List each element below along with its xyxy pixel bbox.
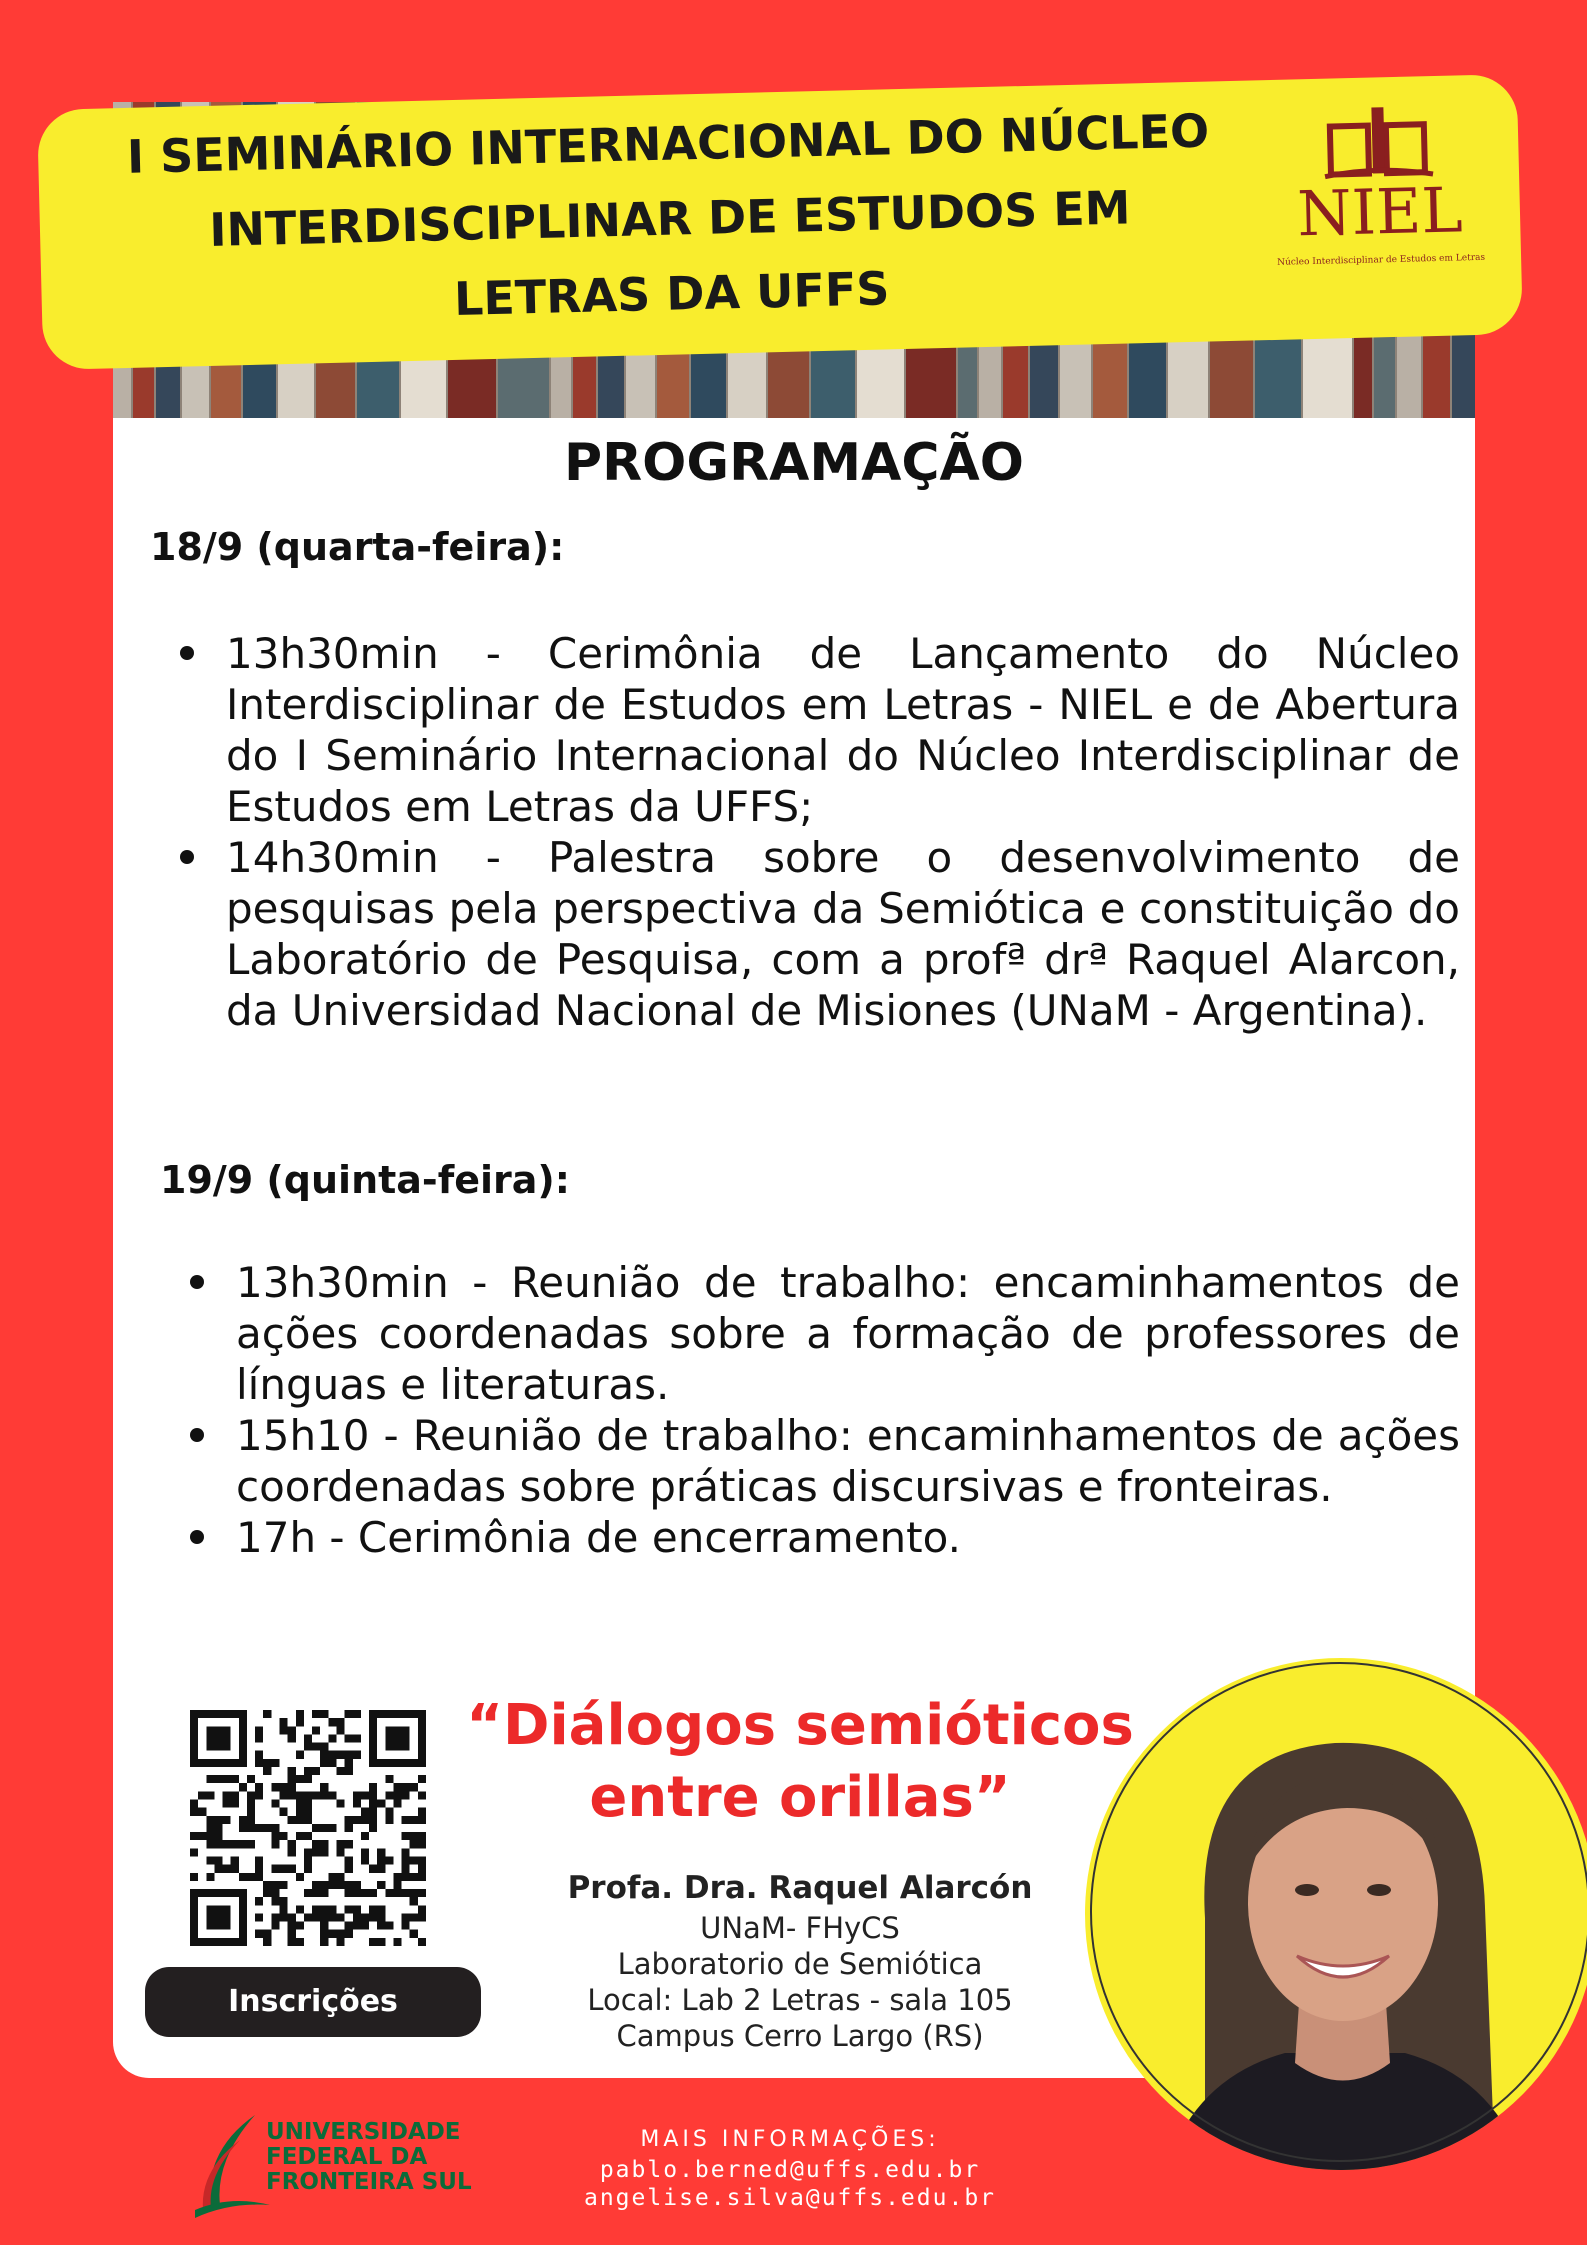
uffs-leaf-icon — [185, 2110, 275, 2220]
bullet-icon — [180, 646, 194, 660]
more-info-label: MAIS INFORMAÇÕES: — [640, 2127, 940, 2152]
talk-title — [440, 1690, 1160, 1834]
program-title: PROGRAMAÇÃO — [564, 433, 1024, 493]
qr-code-icon[interactable] — [190, 1710, 426, 1946]
list-item-text: 17h - Cerimônia de encerramento. — [236, 1513, 961, 1562]
registration-button[interactable]: Inscrições — [145, 1967, 481, 2037]
list-item-text: 13h30min - Reunião de trabalho: encaminhamentos de ações coordenadas sobre a formação de professores de línguas e literaturas. — [236, 1258, 1460, 1409]
title-line-2: INTERDISCIPLINAR DE ESTUDOS EM — [208, 180, 1132, 257]
niel-logo-subtitle: Núcleo Interdisciplinar de Estudos em Letras — [1277, 252, 1486, 268]
list-item — [180, 832, 1460, 1036]
day-2-heading: 19/9 (quinta-feira): — [160, 1158, 570, 1202]
bullet-icon — [190, 1530, 204, 1544]
university-line-1: UNIVERSIDADE — [266, 2119, 461, 2145]
talk-title-line-1: “Diálogos semióticos — [466, 1693, 1134, 1758]
speaker-info — [540, 1866, 1060, 2054]
list-item — [190, 1257, 1460, 1410]
university-name — [266, 2120, 472, 2195]
bullet-icon — [180, 850, 194, 864]
bullet-icon — [190, 1275, 204, 1289]
speaker-lab: Laboratorio de Semiótica — [617, 1947, 983, 1981]
title-line-3: LETRAS DA UFFS — [453, 261, 891, 326]
list-item-text: 13h30min - Cerimônia de Lançamento do Núcleo Interdisciplinar de Estudos em Letras - NIEL e de Abertura do I Seminário Internacional do Núcleo Interdisciplinar de Estudos em Letras da UFFS; — [226, 629, 1460, 831]
bullet-icon — [190, 1428, 204, 1442]
day-2-list — [190, 1257, 1460, 1563]
list-item-text: 15h10 - Reunião de trabalho: encaminhamentos de ações coordenadas sobre práticas discursivas e fronteiras. — [236, 1411, 1460, 1511]
talk-title-line-2: entre orillas” — [589, 1765, 1011, 1830]
seminar-title — [97, 93, 1242, 346]
title-line-1: I SEMINÁRIO INTERNACIONAL DO NÚCLEO — [126, 103, 1210, 184]
list-item — [190, 1512, 1460, 1563]
day-1-heading: 18/9 (quarta-feira): — [150, 525, 565, 569]
list-item — [190, 1410, 1460, 1512]
day-1-list — [180, 628, 1460, 1036]
photo-frame — [1090, 1662, 1587, 2162]
speaker-affiliation: UNaM- FHyCS — [700, 1911, 900, 1945]
email-link-pablo[interactable]: pablo.berned@uffs.edu.br — [599, 2157, 981, 2183]
event-campus: Campus Cerro Largo (RS) — [616, 2019, 984, 2053]
university-line-2: FEDERAL DA — [266, 2144, 428, 2170]
title-banner — [37, 74, 1523, 370]
list-item-text: 14h30min - Palestra sobre o desenvolvimento de pesquisas pela perspectiva da Semiótica e constituição do Laboratório de Pesquisa, com a profª drª Raquel Alarcon, da Universidad Nacional de Misiones (UNaM - Argentina). — [226, 833, 1460, 1035]
university-line-3: FRONTEIRA SUL — [266, 2169, 472, 2195]
niel-logo-text: NIEL — [1296, 173, 1464, 251]
list-item — [180, 628, 1460, 832]
event-location: Local: Lab 2 Letras - sala 105 — [587, 1983, 1013, 2017]
email-link-angelise[interactable]: angelise.silva@uffs.edu.br — [583, 2185, 997, 2211]
speaker-name: Profa. Dra. Raquel Alarcón — [567, 1870, 1033, 1906]
niel-logo — [1267, 93, 1492, 298]
